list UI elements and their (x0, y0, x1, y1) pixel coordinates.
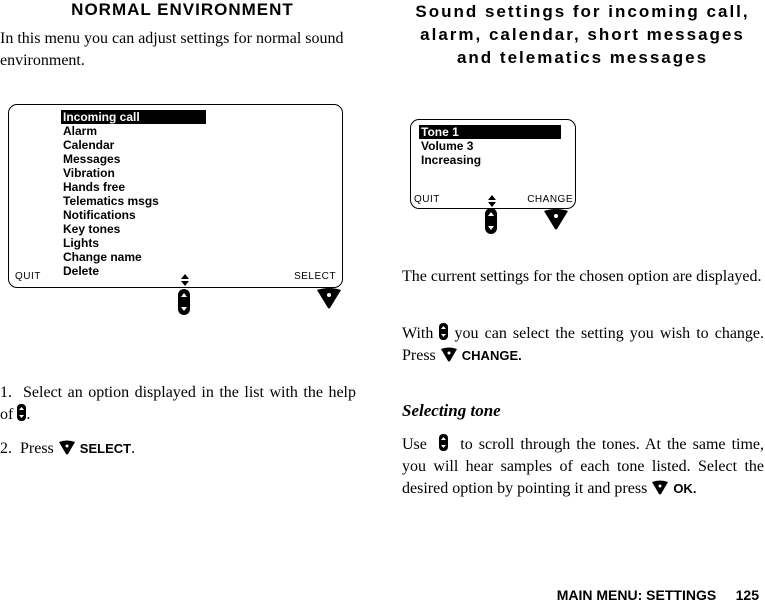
menu-item[interactable]: Volume 3 (421, 139, 474, 153)
left-heading: NORMAL ENVIRONMENT (71, 0, 294, 19)
navigation-key-icon[interactable] (484, 207, 498, 235)
navigation-key-icon (17, 404, 26, 421)
step-text-end: . (26, 406, 31, 423)
para-text: Use (402, 436, 427, 453)
menu-item[interactable]: Calendar (63, 138, 115, 152)
right-heading: Sound settings for incoming call, alarm, calendar, short messages and telematics messages (415, 2, 750, 67)
step-text-end: . (131, 440, 136, 457)
ok-key-icon[interactable] (543, 208, 569, 230)
menu-item[interactable]: Notifications (63, 208, 136, 222)
page-footer (557, 587, 759, 603)
step-number: 1. (0, 384, 12, 401)
softkey-select[interactable]: SELECT (294, 271, 336, 282)
menu-item[interactable]: Telematics msgs (63, 194, 159, 208)
phone-screen-settings (410, 119, 576, 209)
para-keyword: OK. (673, 481, 697, 496)
menu-item[interactable]: Messages (63, 152, 121, 166)
step-number: 2. (0, 440, 12, 457)
ok-key-icon[interactable] (316, 287, 342, 309)
step-keyword: SELECT (79, 441, 132, 456)
ok-key-icon (58, 440, 76, 455)
menu-list (61, 110, 206, 278)
footer-section: MAIN MENU: SETTINGS (556, 587, 717, 603)
menu-item-selected[interactable]: Tone 1 (419, 125, 561, 139)
ok-key-icon (651, 480, 669, 495)
scroll-arrows-icon (488, 195, 496, 207)
navigation-key-icon (439, 434, 448, 451)
right-para-2 (402, 323, 764, 367)
softkey-change[interactable]: CHANGE (527, 194, 573, 205)
step-text: Select an option displayed in the list with the help of (0, 384, 356, 423)
ok-key-icon (440, 347, 458, 362)
step-1 (0, 382, 356, 426)
para-text: With (402, 325, 434, 342)
menu-item[interactable]: Key tones (63, 222, 121, 236)
navigation-key-icon[interactable] (177, 288, 191, 316)
para-keyword: CHANGE. (461, 348, 522, 363)
para-text: to scroll through the tones. At the same time, you will hear samples of each tone listed. Select the desired option by pointing it and press (402, 436, 765, 497)
settings-list (419, 125, 561, 167)
left-intro: In this menu you can adjust settings for normal sound environment. (0, 30, 344, 69)
menu-item[interactable]: Alarm (63, 124, 98, 138)
phone-screen-main (8, 104, 343, 288)
menu-item[interactable]: Change name (63, 250, 142, 264)
menu-item[interactable]: Increasing (421, 153, 482, 167)
softkey-quit[interactable]: QUIT (15, 271, 41, 282)
subheading-selecting-tone: Selecting tone (402, 401, 501, 420)
menu-item-selected[interactable]: Incoming call (61, 110, 206, 124)
navigation-key-icon (439, 323, 448, 340)
menu-item[interactable]: Vibration (63, 166, 115, 180)
menu-item[interactable]: Delete (63, 264, 100, 278)
right-para-1: The current settings for the chosen option are displayed. (402, 268, 762, 285)
softkey-quit[interactable]: QUIT (414, 194, 440, 205)
menu-item[interactable]: Lights (63, 236, 99, 250)
step-text: Press (20, 440, 54, 457)
page-number: 125 (735, 587, 759, 603)
menu-item[interactable]: Hands free (63, 180, 126, 194)
step-2 (0, 438, 356, 460)
right-para-3 (402, 434, 764, 500)
para-text: you can select the setting you wish to change. Press (402, 325, 765, 364)
scroll-arrows-icon (181, 274, 189, 286)
